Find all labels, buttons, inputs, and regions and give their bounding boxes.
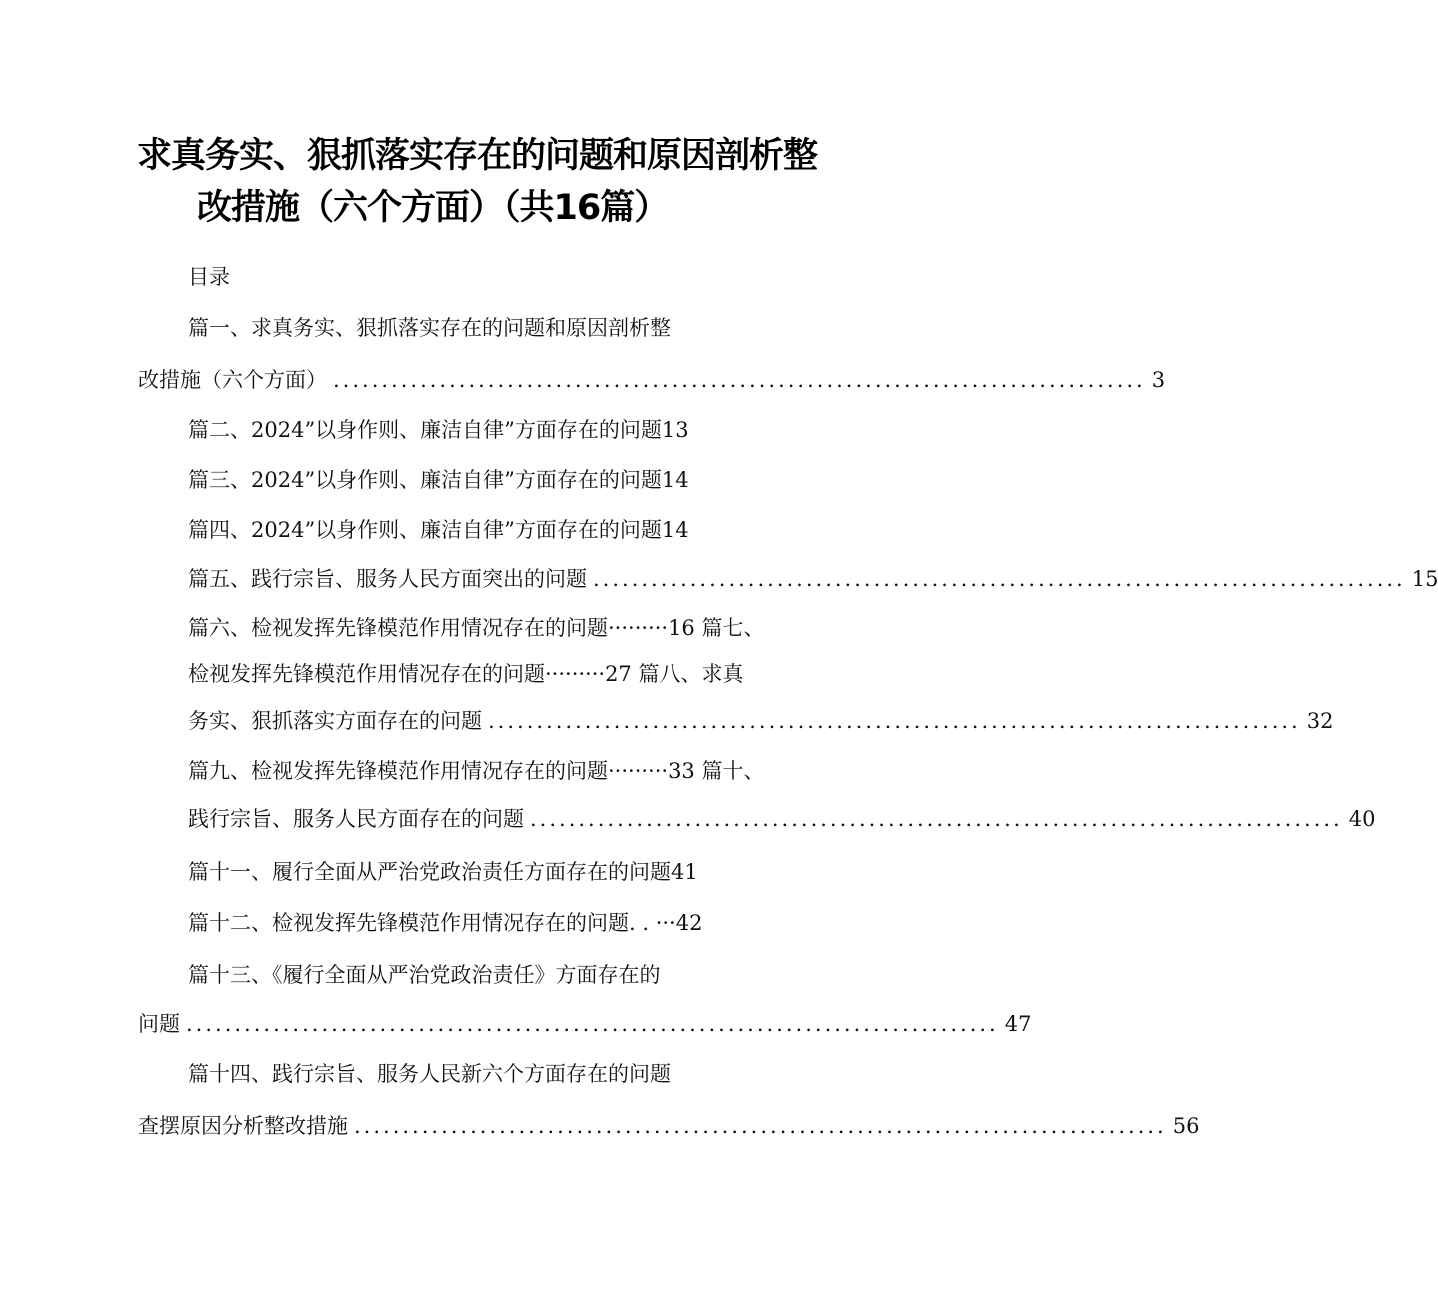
toc-wrapped-line-3 [188,706,1334,736]
toc-entry-text: 改措施（六个方面） [138,368,327,392]
toc-entry-4: 篇四、2024”以身作则、廉洁自律”方面存在的问题14 [188,518,689,542]
toc-entry-3: 篇三、2024”以身作则、廉洁自律”方面存在的问题14 [188,468,689,492]
toc-wrapped-line-4: 篇九、检视发挥先锋模范作用情况存在的问题·········33 篇十、 [188,759,765,783]
dot-leader: .................................................................................... [354,1114,1167,1138]
toc-entry-text: 务实、狠抓落实方面存在的问题 [188,709,482,733]
toc-page-number: 47 [1004,1012,1032,1036]
toc-entry-14-line-2 [138,1111,1200,1141]
title-line-1: 求真务实、狠抓落实存在的问题和原因剖析整 [137,136,818,176]
toc-entry-12: 篇十二、检视发挥先锋模范作用情况存在的问题. . ···42 [188,911,703,935]
toc-entry-text: 查摆原因分析整改措施 [138,1114,348,1138]
toc-page-number: 3 [1151,368,1166,392]
toc-heading: 目录 [188,265,230,289]
toc-entry-text: 践行宗旨、服务人民方面存在的问题 [188,807,524,831]
toc-entry-2: 篇二、2024”以身作则、廉洁自律”方面存在的问题13 [188,418,689,442]
toc-entry-13-line-1: 篇十三、《履行全面从严治党政治责任》方面存在的 [188,963,661,987]
toc-wrapped-line-2: 检视发挥先锋模范作用情况存在的问题·········27 篇八、求真 [188,662,744,686]
toc-wrapped-line-1: 篇六、检视发挥先锋模范作用情况存在的问题·········16 篇七、 [188,616,765,640]
dot-leader: .................................................................................... [488,709,1301,733]
toc-page-number: 56 [1172,1114,1200,1138]
toc-page-number: 32 [1306,709,1334,733]
dot-leader: .................................................................................... [593,567,1406,591]
toc-page-number: 40 [1348,807,1376,831]
dot-leader: .................................................................................... [333,368,1146,392]
toc-entry-1-line-2 [138,365,1166,395]
dot-leader: .................................................................................... [186,1012,999,1036]
toc-page-number: 15 [1411,567,1438,591]
dot-leader: .................................................................................... [530,807,1343,831]
toc-wrapped-line-5 [188,804,1376,834]
toc-entry-13-line-2 [138,1009,1032,1039]
toc-entry-text: 问题 [138,1012,180,1036]
toc-entry-text: 篇五、践行宗旨、服务人民方面突出的问题 [188,567,587,591]
toc-entry-1-line-1: 篇一、求真务实、狠抓落实存在的问题和原因剖析整 [188,316,671,340]
title-line-2: 改措施（六个方面）（共16篇） [197,188,669,228]
toc-entry-5 [188,564,1438,594]
toc-entry-11: 篇十一、履行全面从严治党政治责任方面存在的问题41 [188,860,698,884]
toc-entry-14-line-1: 篇十四、践行宗旨、服务人民新六个方面存在的问题 [188,1062,671,1086]
